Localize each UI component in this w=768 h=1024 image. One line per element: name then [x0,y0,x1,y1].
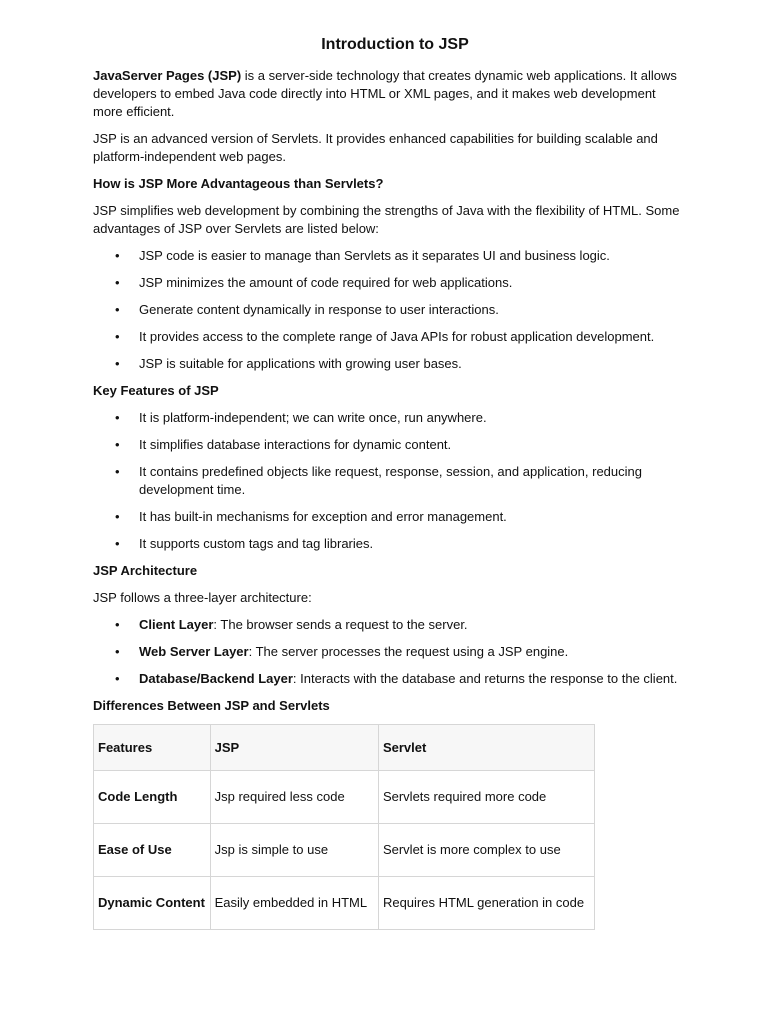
document-body [93,33,683,930]
list-item [139,643,683,661]
table-cell: Easily embedded in HTML [210,877,378,930]
column-header: JSP [210,725,378,771]
features-list [93,409,683,553]
list-item: • It provides access to the complete range of Java APIs for robust application development. [139,328,683,346]
list-item: • JSP minimizes the amount of code required for web applications. [139,274,683,292]
layer-term: Client Layer [139,617,214,632]
layer-description: : The browser sends a request to the server. [213,617,468,632]
layer-description: : The server processes the request using a JSP engine. [248,644,569,659]
differences-table [93,724,595,930]
list-item: • It simplifies database interactions for dynamic content. [139,436,683,454]
column-header: Features [94,725,211,771]
list-item: • JSP code is easier to manage than Servlets as it separates UI and business logic. [139,247,683,265]
intro-bold-term: JavaServer Pages (JSP) [93,68,242,83]
table-cell: Code Length [94,771,211,824]
table-cell: Ease of Use [94,824,211,877]
table-cell: Servlet is more complex to use [378,824,594,877]
servlet-comparison-paragraph: JSP is an advanced version of Servlets. It provides enhanced capabilities for building scalable and platform-independent web pages. [93,131,658,164]
advantages-intro: JSP simplifies web development by combining the strengths of Java with the flexibility of HTML. Some advantages of JSP over Servlets are listed below: [93,203,680,236]
list-item: • It is platform-independent; we can write once, run anywhere. [139,409,683,427]
list-item [139,616,683,634]
list-item: • JSP is suitable for applications with growing user bases. [139,355,683,373]
table-header-row [94,725,595,771]
table-cell: Jsp is simple to use [210,824,378,877]
list-item: • It has built-in mechanisms for exception and error management. [139,508,683,526]
list-item: • Generate content dynamically in response to user interactions. [139,301,683,319]
intro-paragraph [93,67,683,121]
table-cell: Jsp required less code [210,771,378,824]
table-cell: Servlets required more code [378,771,594,824]
features-heading: Key Features of JSP [93,383,219,398]
table-row [94,771,595,824]
table-cell: Dynamic Content [94,877,211,930]
page-title: Introduction to JSP [321,36,469,53]
table-cell: Requires HTML generation in code [378,877,594,930]
intro-text: is a server-side technology that creates dynamic web applications. It allows developers to embed Java code directly into HTML or XML pages, and it makes web development more efficient. [93,68,677,119]
architecture-list [93,616,683,688]
architecture-heading: JSP Architecture [93,563,198,578]
differences-heading: Differences Between JSP and Servlets [93,698,330,713]
advantages-list [93,247,683,373]
layer-term: Database/Backend Layer [139,671,293,686]
layer-description: : Interacts with the database and returns the response to the client. [292,671,678,686]
table-row [94,877,595,930]
architecture-intro: JSP follows a three-layer architecture: [93,590,312,605]
column-header: Servlet [378,725,594,771]
advantages-heading: How is JSP More Advantageous than Servlets? [93,176,384,191]
list-item: • It supports custom tags and tag libraries. [139,535,683,553]
list-item [139,670,683,688]
layer-term: Web Server Layer [139,644,249,659]
table-row [94,824,595,877]
list-item: • It contains predefined objects like request, response, session, and application, reducing development time. [139,463,683,499]
